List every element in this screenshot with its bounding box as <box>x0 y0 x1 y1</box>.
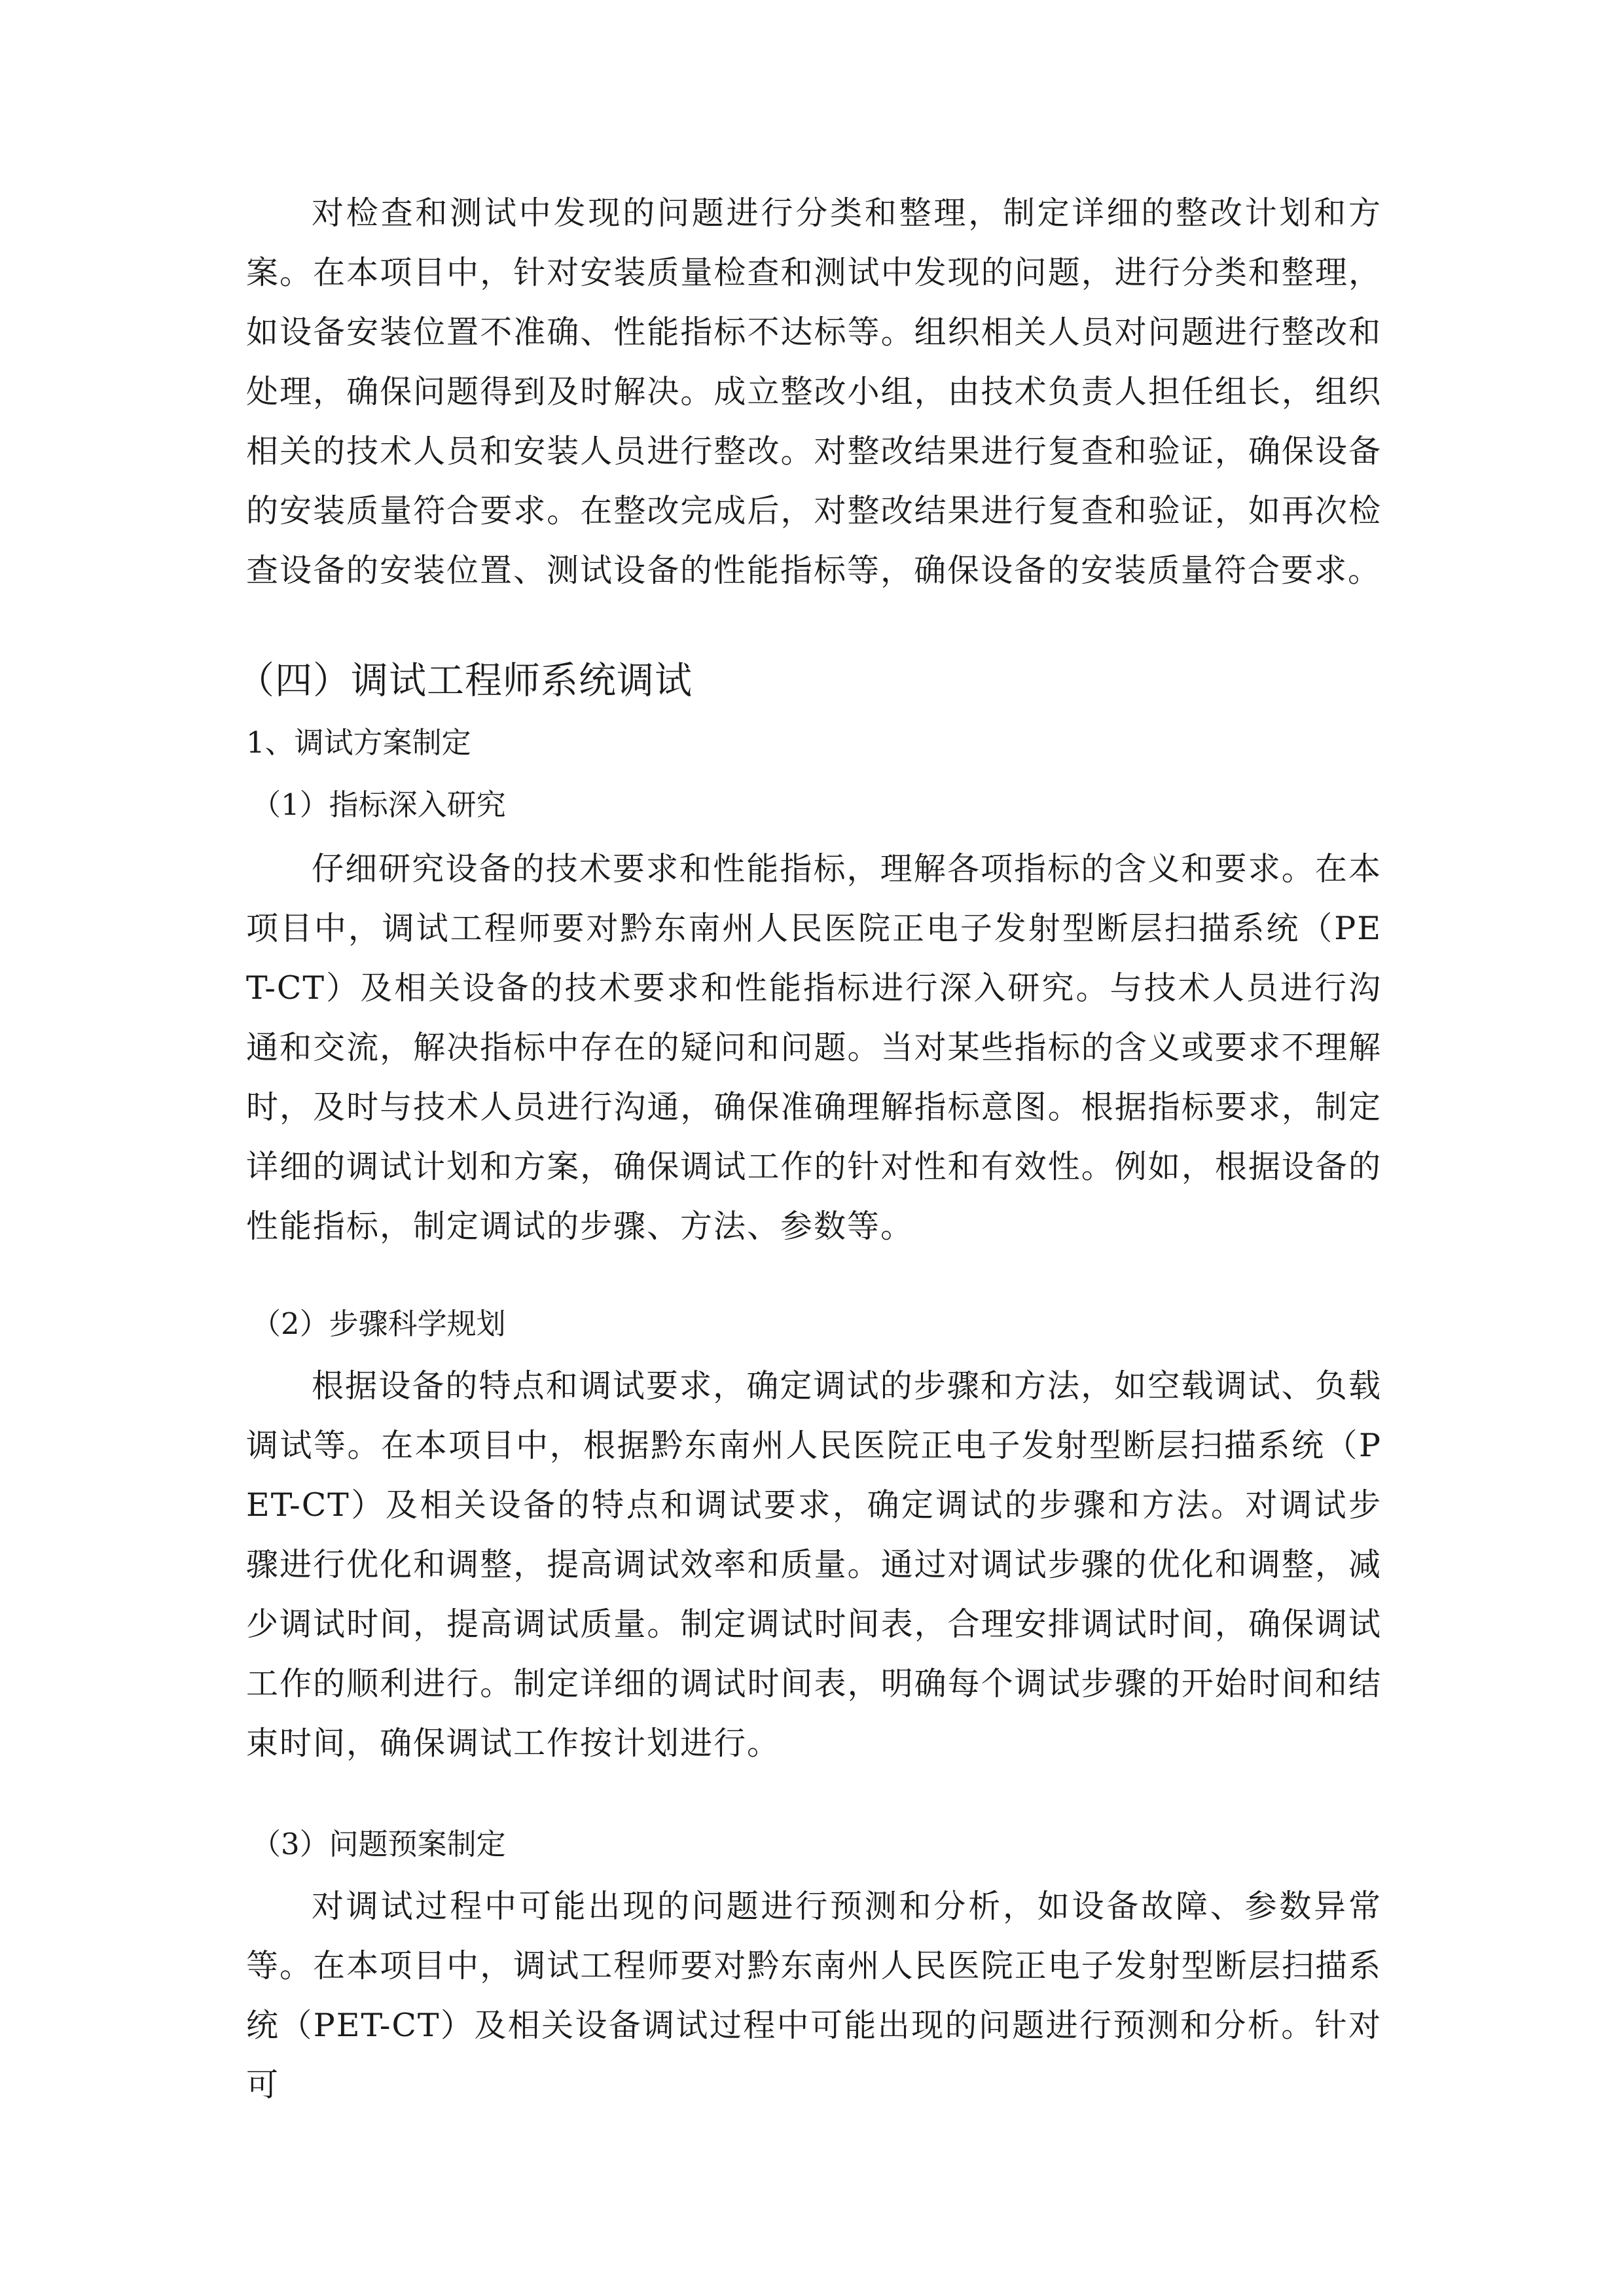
sub3-heading: （3）问题预案制定 <box>251 1827 506 1861</box>
intro-paragraph: 对检查和测试中发现的问题进行分类和整理，制定详细的整改计划和方案。在本项目中，针对安装质量检查和测试中发现的问题，进行分类和整理，如设备安装位置不准确、性能指标不达标等。组织相关人员对问题进行整改和处理，确保问题得到及时解决。成立整改小组，由技术负责人担任组长，组织相关的技术人员和安装人员进行整改。对整改结果进行复查和验证，确保设备的安装质量符合要求。在整改完成后，对整改结果进行复查和验证，如再次检查设备的安装位置、测试设备的性能指标等，确保设备的安装质量符合要求。 <box>246 194 1382 589</box>
sub1-paragraph: 仔细研究设备的技术要求和性能指标，理解各项指标的含义和要求。在本项目中，调试工程师要对黔东南州人民医院正电子发射型断层扫描系统（PET-CT）及相关设备的技术要求和性能指标进行深入研究。与技术人员进行沟通和交流，解决指标中存在的疑问和问题。当对某些指标的含义或要求不理解时，及时与技术人员进行沟通，确保准确理解指标意图。根据指标要求，制定详细的调试计划和方案，确保调试工作的针对性和有效性。例如，根据设备的性能指标，制定调试的步骤、方法、参数等。 <box>246 850 1382 1245</box>
sub2-heading: （2）步骤科学规划 <box>251 1306 506 1341</box>
sub2-paragraph: 根据设备的特点和调试要求，确定调试的步骤和方法，如空载调试、负载调试等。在本项目中，根据黔东南州人民医院正电子发射型断层扫描系统（PET-CT）及相关设备的特点和调试要求，确定调试的步骤和方法。对调试步骤进行优化和调整，提高调试效率和质量。通过对调试步骤的优化和调整，减少调试时间，提高调试质量。制定调试时间表，合理安排调试时间，确保调试工作的顺利进行。制定详细的调试时间表，明确每个调试步骤的开始时间和结束时间，确保调试工作按计划进行。 <box>246 1367 1382 1762</box>
subsection-heading: 1、调试方案制定 <box>246 725 471 760</box>
section-heading: （四）调试工程师系统调试 <box>237 659 693 702</box>
sub1-heading: （1）指标深入研究 <box>251 787 506 822</box>
sub3-paragraph: 对调试过程中可能出现的问题进行预测和分析，如设备故障、参数异常等。在本项目中，调试工程师要对黔东南州人民医院正电子发射型断层扫描系统（PET-CT）及相关设备调试过程中可能出现的问题进行预测和分析。针对可 <box>246 1888 1382 2104</box>
